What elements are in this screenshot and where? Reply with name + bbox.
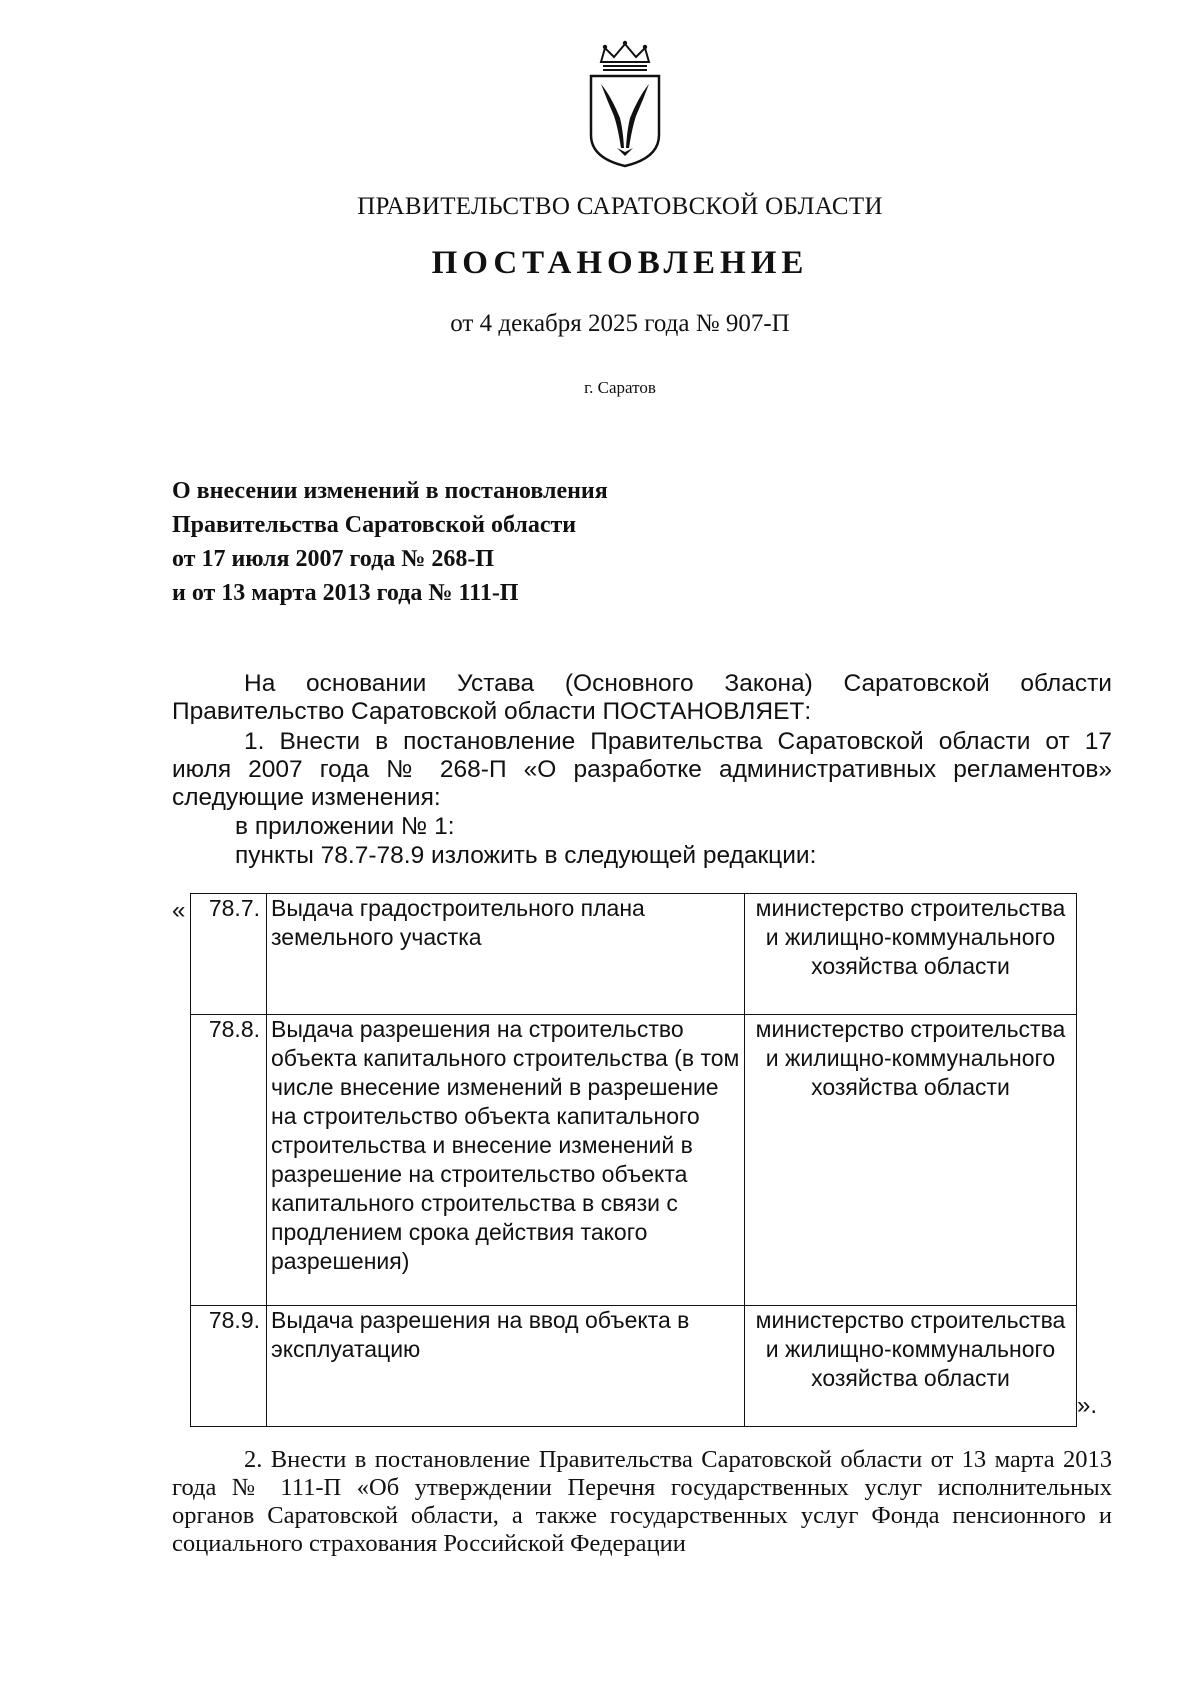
service-name: Выдача разрешения на ввод объекта в эксплуатацию (267, 1306, 745, 1427)
saratov-coat-of-arms-icon (587, 40, 663, 170)
intro-paragraph (172, 670, 1112, 726)
document-type: ПОСТАНОВЛЕНИЕ (431, 245, 809, 281)
intro-text: На основании Устава (Основного Закона) Саратовской области Правительство Саратовской области ПОСТАНОВЛЯЕТ: (172, 670, 1112, 725)
item-1-text: 1. Внести в постановление Правительства Саратовской области от 17 июля 2007 года № 268-П «О разработке административных регламентов» следующие изменения: (172, 728, 1112, 811)
items-line: пункты 78.7-78.9 изложить в следующей редакции: (235, 842, 817, 869)
organization-name: ПРАВИТЕЛЬСТВО САРАТОВСКОЙ ОБЛАСТИ (357, 193, 883, 220)
row-number: 78.9. (191, 1306, 267, 1427)
table-row (191, 894, 1077, 1015)
document-title (172, 474, 872, 610)
document-date-number: от 4 декабря 2025 года № 907-П (450, 310, 790, 337)
responsible-body: министерство строительства и жилищно-коммунального хозяйства области (745, 1015, 1077, 1306)
responsible-body: министерство строительства и жилищно-коммунального хозяйства области (745, 894, 1077, 1015)
item-2-text: 2. Внести в постановление Правительства Саратовской области от 13 марта 2013 года № 111-П «Об утверждении Перечня государственных услуг исполнительных органов Саратовской области, а также государственных услуг Фонда пенсионного и социального страхования Российской Федерации (172, 1446, 1112, 1557)
table-row (191, 1306, 1077, 1427)
title-line: от 17 июля 2007 года № 268-П (172, 546, 495, 572)
title-line: Правительства Саратовской области (172, 512, 577, 538)
amendment-table (190, 893, 1077, 1427)
appendix-line: в приложении № 1: (235, 813, 455, 840)
quote-close: ». (1077, 1392, 1098, 1419)
service-name: Выдача градостроительного плана земельного участка (267, 894, 745, 1015)
row-number: 78.7. (191, 894, 267, 1015)
item-1-paragraph (172, 728, 1112, 812)
title-line: и от 13 марта 2013 года № 111-П (172, 580, 519, 606)
row-number: 78.8. (191, 1015, 267, 1306)
service-name: Выдача разрешения на строительство объекта капитального строительства (в том числе внесение изменений в разрешение на строительство объекта капитального строительства и внесение изменений в разрешение на строительство объекта капитального строительства в связи с продлением срока действия такого разрешения) (267, 1015, 745, 1306)
document-city: г. Саратов (584, 378, 656, 397)
item-2-paragraph (172, 1446, 1112, 1558)
title-line: О внесении изменений в постановления (172, 478, 608, 504)
responsible-body: министерство строительства и жилищно-коммунального хозяйства области (745, 1306, 1077, 1427)
table-row (191, 1015, 1077, 1306)
quote-open: « (172, 897, 186, 924)
